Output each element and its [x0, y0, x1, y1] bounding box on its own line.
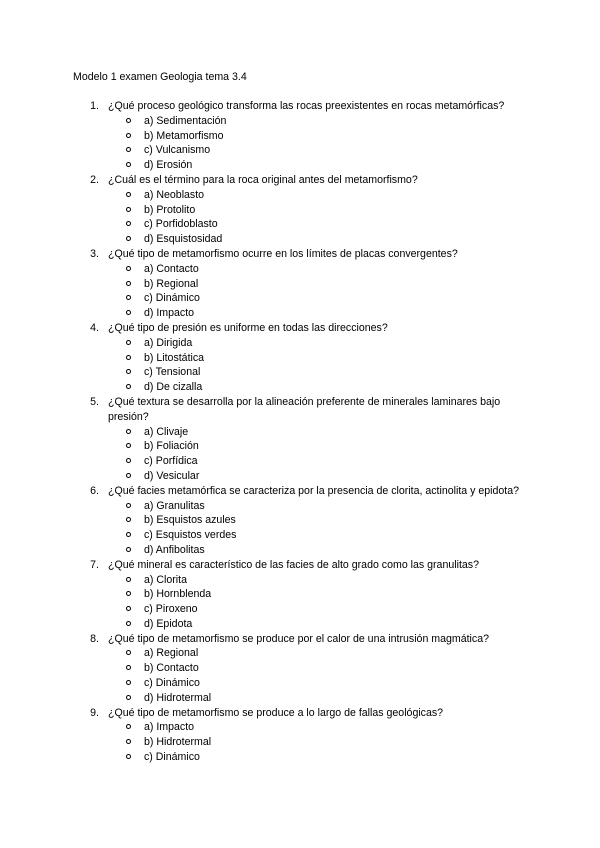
hollow-circle-bullet-icon — [126, 340, 131, 345]
question-text: ¿Qué textura se desarrolla por la alineación preferente de minerales laminares bajo presión? — [108, 395, 501, 423]
option-list — [0, 499, 600, 558]
answer-option-text: d) Epidota — [144, 617, 193, 630]
answer-option — [0, 158, 600, 173]
hollow-circle-bullet-icon — [126, 281, 131, 286]
answer-option — [0, 188, 600, 203]
option-list — [0, 336, 600, 395]
answer-option — [0, 528, 600, 543]
answer-option-text: d) De cizalla — [144, 381, 203, 394]
answer-option — [0, 277, 600, 292]
answer-option — [0, 306, 600, 321]
question-text: ¿Qué tipo de metamorfismo ocurre en los límites de placas convergentes? — [108, 247, 458, 260]
hollow-circle-bullet-icon — [126, 724, 131, 729]
option-list — [0, 720, 600, 764]
hollow-circle-bullet-icon — [126, 192, 131, 197]
answer-option — [0, 425, 600, 440]
hollow-circle-bullet-icon — [126, 547, 131, 552]
answer-option — [0, 143, 600, 158]
answer-option-text: b) Contacto — [144, 662, 199, 675]
question-number: 9. — [90, 706, 99, 719]
question-text: ¿Qué tipo de metamorfismo se produce por el calor de una intrusión magmática? — [108, 632, 489, 645]
answer-option-text: d) Erosión — [144, 159, 193, 172]
answer-option — [0, 661, 600, 676]
answer-option-text: b) Metamorfismo — [144, 129, 224, 142]
hollow-circle-bullet-icon — [126, 310, 131, 315]
question-item — [0, 321, 600, 395]
answer-option — [0, 646, 600, 661]
hollow-circle-bullet-icon — [126, 429, 131, 434]
question-number: 1. — [90, 100, 99, 112]
answer-option-text: a) Regional — [144, 647, 199, 660]
answer-option — [0, 114, 600, 129]
answer-option-text: a) Granulitas — [144, 499, 205, 512]
answer-option — [0, 735, 600, 750]
answer-option — [0, 454, 600, 469]
hollow-circle-bullet-icon — [126, 207, 131, 212]
question-text: ¿Qué tipo de presión es uniforme en todas las direcciones? — [108, 321, 388, 334]
hollow-circle-bullet-icon — [126, 591, 131, 596]
answer-option-text: c) Porfídica — [144, 455, 198, 468]
question-text: ¿Qué proceso geológico transforma las rocas preexistentes en rocas metamórficas? — [108, 100, 505, 112]
option-list — [0, 262, 600, 321]
document-title: Modelo 1 examen Geologia tema 3.4 — [73, 71, 247, 83]
answer-option-text: a) Clorita — [144, 573, 187, 586]
answer-option-text: b) Regional — [144, 277, 199, 290]
answer-option-text: b) Litostática — [144, 351, 205, 364]
answer-option-text: c) Tensional — [144, 366, 201, 379]
option-list — [0, 573, 600, 632]
hollow-circle-bullet-icon — [126, 458, 131, 463]
answer-option — [0, 336, 600, 351]
answer-option — [0, 499, 600, 514]
hollow-circle-bullet-icon — [126, 443, 131, 448]
answer-option-text: b) Hornblenda — [144, 588, 212, 601]
answer-option — [0, 203, 600, 218]
answer-option-text: b) Protolito — [144, 203, 196, 216]
answer-option-text: c) Dinámico — [144, 677, 200, 690]
option-list — [0, 425, 600, 484]
answer-option — [0, 676, 600, 691]
question-text: ¿Qué facies metamórfica se caracteriza por la presencia de clorita, actinolita y epidota? — [108, 484, 519, 497]
answer-option-text: c) Dinámico — [144, 292, 200, 305]
question-number: 3. — [90, 247, 99, 260]
answer-option — [0, 469, 600, 484]
hollow-circle-bullet-icon — [126, 665, 131, 670]
hollow-circle-bullet-icon — [126, 147, 131, 152]
hollow-circle-bullet-icon — [126, 236, 131, 241]
option-list — [0, 646, 600, 705]
question-item — [0, 558, 600, 632]
hollow-circle-bullet-icon — [126, 503, 131, 508]
hollow-circle-bullet-icon — [126, 266, 131, 271]
answer-option-text: b) Foliación — [144, 440, 199, 453]
answer-option-text: d) Vesicular — [144, 469, 200, 482]
question-text: ¿Cuál es el término para la roca original antes del metamorfismo? — [108, 173, 418, 186]
hollow-circle-bullet-icon — [126, 133, 131, 138]
answer-option-text: a) Dirigida — [144, 336, 193, 349]
answer-option — [0, 291, 600, 306]
answer-option — [0, 602, 600, 617]
answer-option-text: a) Neoblasto — [144, 188, 205, 201]
answer-option-text: c) Dinámico — [144, 751, 200, 764]
answer-option-text: c) Vulcanismo — [144, 144, 211, 157]
answer-option-text: d) Anfibolitas — [144, 543, 205, 556]
answer-option — [0, 513, 600, 528]
hollow-circle-bullet-icon — [126, 221, 131, 226]
answer-option — [0, 691, 600, 706]
answer-option — [0, 365, 600, 380]
answer-option — [0, 617, 600, 632]
answer-option-text: a) Contacto — [144, 262, 199, 275]
question-number: 2. — [90, 173, 99, 186]
answer-option — [0, 129, 600, 144]
answer-option — [0, 262, 600, 277]
hollow-circle-bullet-icon — [126, 118, 131, 123]
hollow-circle-bullet-icon — [126, 695, 131, 700]
hollow-circle-bullet-icon — [126, 577, 131, 582]
hollow-circle-bullet-icon — [126, 680, 131, 685]
answer-option-text: d) Hidrotermal — [144, 691, 212, 704]
hollow-circle-bullet-icon — [126, 369, 131, 374]
question-item — [0, 706, 600, 765]
option-list — [0, 114, 600, 173]
question-number: 6. — [90, 484, 99, 497]
question-item — [0, 173, 600, 247]
answer-option-text: a) Clivaje — [144, 425, 189, 438]
hollow-circle-bullet-icon — [126, 532, 131, 537]
question-number: 8. — [90, 632, 99, 645]
hollow-circle-bullet-icon — [126, 473, 131, 478]
answer-option-text: b) Hidrotermal — [144, 736, 212, 749]
hollow-circle-bullet-icon — [126, 517, 131, 522]
hollow-circle-bullet-icon — [126, 739, 131, 744]
question-item — [0, 247, 600, 321]
answer-option-text: d) Esquistosidad — [144, 233, 223, 246]
answer-option — [0, 543, 600, 558]
answer-option — [0, 380, 600, 395]
answer-option-text: a) Sedimentación — [144, 114, 227, 127]
answer-option — [0, 351, 600, 366]
answer-option-text: c) Piroxeno — [144, 603, 198, 616]
hollow-circle-bullet-icon — [126, 650, 131, 655]
option-list — [0, 188, 600, 247]
question-text: ¿Qué tipo de metamorfismo se produce a lo largo de fallas geológicas? — [108, 706, 444, 719]
answer-option — [0, 720, 600, 735]
answer-option-text: b) Esquistos azules — [144, 514, 236, 527]
answer-option — [0, 217, 600, 232]
answer-option-text: a) Impacto — [144, 721, 195, 734]
hollow-circle-bullet-icon — [126, 162, 131, 167]
question-item — [0, 99, 600, 173]
hollow-circle-bullet-icon — [126, 295, 131, 300]
answer-option — [0, 232, 600, 247]
question-number: 4. — [90, 321, 99, 334]
answer-option — [0, 750, 600, 765]
question-item — [0, 632, 600, 706]
answer-option — [0, 439, 600, 454]
question-number: 7. — [90, 558, 99, 571]
answer-option — [0, 587, 600, 602]
question-text: ¿Qué mineral es característico de las facies de alto grado como las granulitas? — [108, 558, 479, 571]
hollow-circle-bullet-icon — [126, 355, 131, 360]
hollow-circle-bullet-icon — [126, 606, 131, 611]
hollow-circle-bullet-icon — [126, 621, 131, 626]
question-number: 5. — [90, 395, 99, 408]
answer-option-text: c) Esquistos verdes — [144, 529, 237, 542]
question-item — [0, 484, 600, 558]
answer-option-text: d) Impacto — [144, 307, 195, 320]
hollow-circle-bullet-icon — [126, 384, 131, 389]
hollow-circle-bullet-icon — [126, 754, 131, 759]
answer-option — [0, 573, 600, 588]
answer-option-text: c) Porfidoblasto — [144, 218, 218, 231]
question-item — [0, 395, 600, 484]
question-list — [0, 99, 600, 765]
